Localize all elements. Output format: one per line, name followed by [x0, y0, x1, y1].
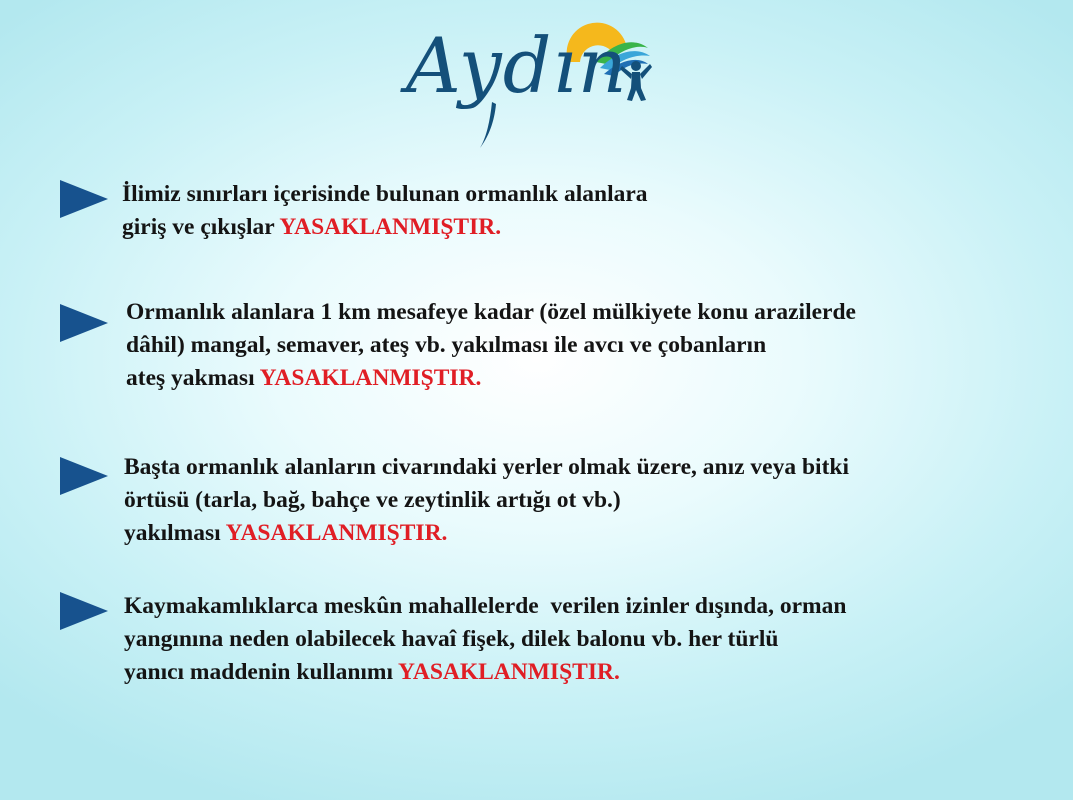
notice-line: Başta ormanlık alanların civarındaki yerler olmak üzere, anız veya bitki — [124, 454, 850, 480]
bullet-arrow-icon — [60, 304, 108, 342]
notice-text — [124, 590, 846, 689]
notice-line: İlimiz sınırları içerisinde bulunan ormanlık alanlara — [122, 181, 648, 207]
logo-wordmark: Aydın — [406, 21, 628, 110]
notice-line: Kaymakamlıklarca meskûn mahallelerde verilen izinler dışında, orman — [124, 593, 847, 619]
notice-text — [124, 451, 849, 550]
aydin-logo — [400, 22, 660, 154]
notice-line: örtüsü (tarla, bağ, bahçe ve zeytinlik artığı ot vb.) — [124, 487, 621, 513]
bullet-arrow-icon — [60, 180, 108, 218]
notice-text — [126, 296, 856, 395]
prohibited-label: YASAKLANMIŞTIR. — [259, 365, 482, 391]
notice-line: yangınına neden olabilecek havaî fişek, dilek balonu vb. her türlü — [124, 626, 779, 652]
notice-line: yanıcı maddenin kullanımı — [124, 659, 399, 685]
notice-line: Ormanlık alanlara 1 km mesafeye kadar (özel mülkiyete konu arazilerde — [126, 299, 856, 325]
prohibited-label: YASAKLANMIŞTIR. — [279, 214, 502, 240]
notice-line: ateş yakması — [126, 365, 260, 391]
notice-line: giriş ve çıkışlar — [122, 214, 280, 240]
notice-line: yakılması — [124, 520, 226, 546]
prohibited-label: YASAKLANMIŞTIR. — [398, 659, 620, 685]
prohibited-label: YASAKLANMIŞTIR. — [225, 520, 448, 546]
bullet-arrow-icon — [60, 457, 108, 495]
notice-line: dâhil) mangal, semaver, ateş vb. yakılması ile avcı ve çobanların — [126, 332, 767, 358]
notice-text — [122, 178, 648, 244]
bullet-arrow-icon — [60, 592, 108, 630]
